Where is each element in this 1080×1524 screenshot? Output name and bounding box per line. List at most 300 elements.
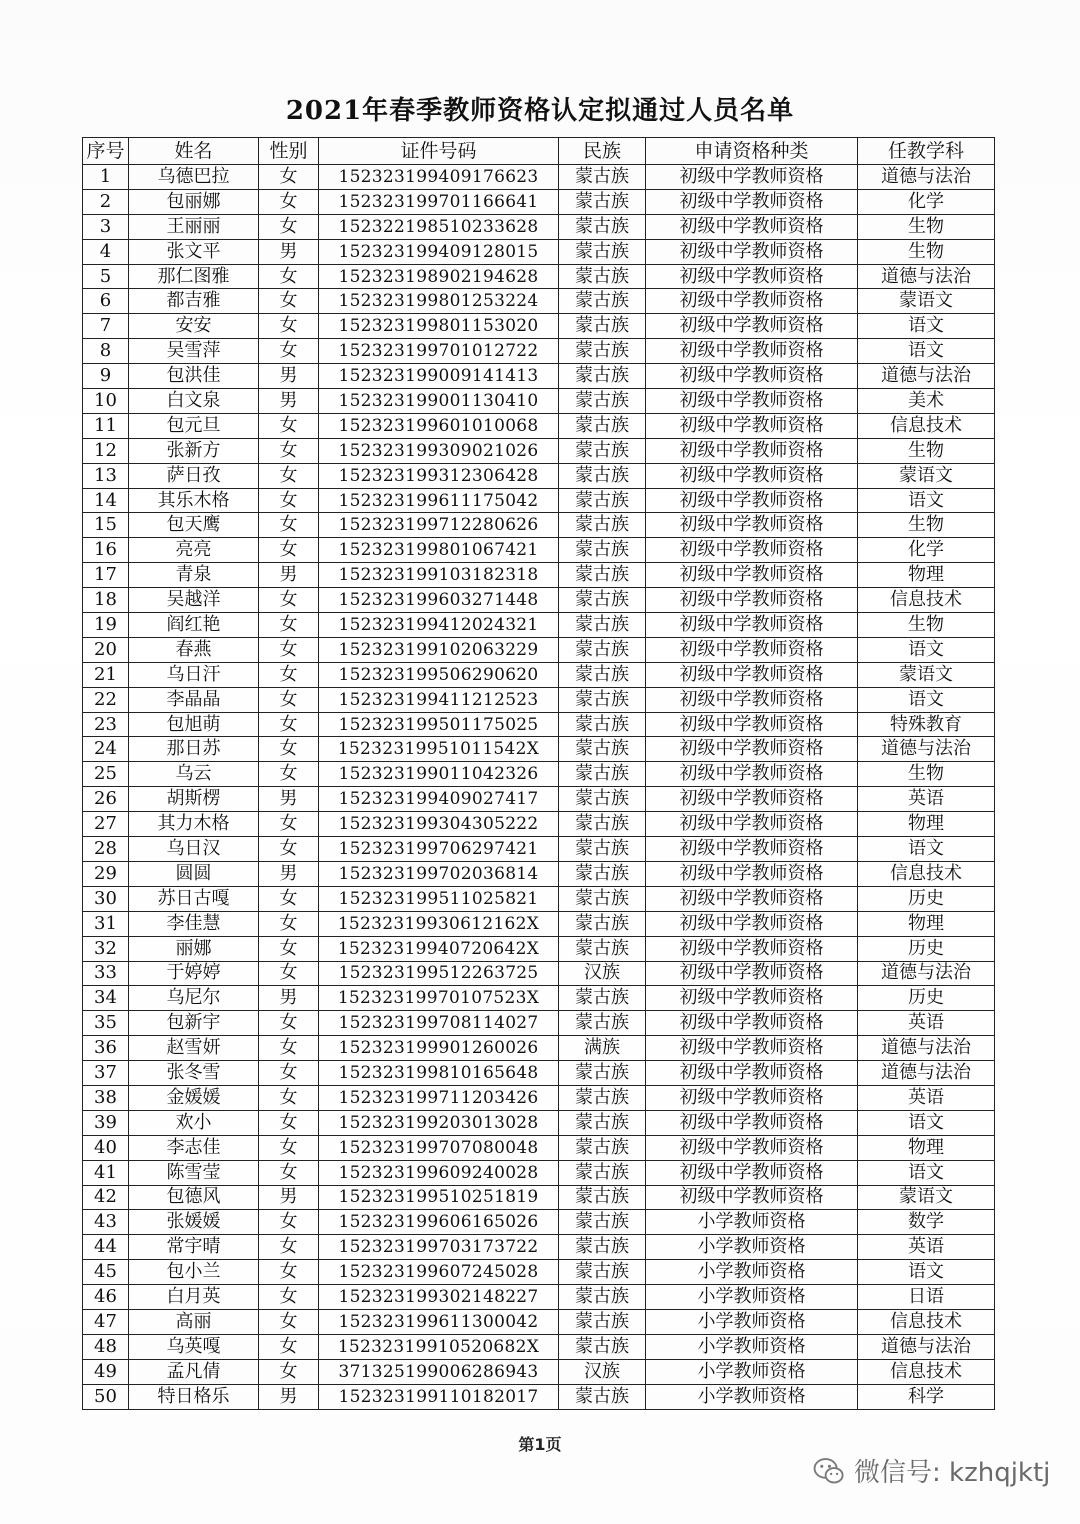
cell-serial: 17	[83, 563, 129, 588]
cell-name: 苏日古嘎	[129, 886, 259, 911]
cell-qualification-type: 初级中学教师资格	[646, 737, 858, 762]
table-row	[83, 563, 995, 588]
cell-ethnicity: 蒙古族	[559, 637, 646, 662]
cell-qualification-type: 初级中学教师资格	[646, 986, 858, 1011]
cell-serial: 39	[83, 1110, 129, 1135]
cell-qualification-type: 初级中学教师资格	[646, 563, 858, 588]
cell-gender: 女	[259, 1011, 319, 1036]
cell-qualification-type: 初级中学教师资格	[646, 961, 858, 986]
cell-gender: 男	[259, 861, 319, 886]
cell-gender: 女	[259, 1309, 319, 1334]
cell-name: 高丽	[129, 1309, 259, 1334]
cell-qualification-type: 初级中学教师资格	[646, 787, 858, 812]
cell-id-number: 152323199203013028	[319, 1110, 559, 1135]
cell-serial: 5	[83, 264, 129, 289]
cell-qualification-type: 初级中学教师资格	[646, 438, 858, 463]
cell-subject: 道德与法治	[858, 961, 995, 986]
cell-serial: 3	[83, 214, 129, 239]
cell-subject: 历史	[858, 936, 995, 961]
cell-ethnicity: 蒙古族	[559, 1260, 646, 1285]
cell-ethnicity: 蒙古族	[559, 712, 646, 737]
table-row	[83, 1185, 995, 1210]
cell-ethnicity: 蒙古族	[559, 812, 646, 837]
cell-subject: 道德与法治	[858, 364, 995, 389]
cell-gender: 男	[259, 563, 319, 588]
cell-subject: 美术	[858, 389, 995, 414]
cell-serial: 42	[83, 1185, 129, 1210]
cell-name: 乌日汉	[129, 837, 259, 862]
cell-qualification-type: 初级中学教师资格	[646, 413, 858, 438]
cell-ethnicity: 蒙古族	[559, 687, 646, 712]
table-row	[83, 364, 995, 389]
document-title: 2021年春季教师资格认定拟通过人员名单	[285, 96, 795, 126]
cell-ethnicity: 蒙古族	[559, 239, 646, 264]
table-row	[83, 737, 995, 762]
table-row	[83, 463, 995, 488]
cell-name: 赵雪妍	[129, 1036, 259, 1061]
cell-subject: 语文	[858, 314, 995, 339]
table-row	[83, 1160, 995, 1185]
cell-name: 吴越洋	[129, 588, 259, 613]
cell-ethnicity: 蒙古族	[559, 538, 646, 563]
cell-serial: 29	[83, 861, 129, 886]
cell-id-number: 152323199611175042	[319, 488, 559, 513]
cell-qualification-type: 初级中学教师资格	[646, 886, 858, 911]
cell-id-number: 152323199506290620	[319, 662, 559, 687]
cell-serial: 18	[83, 588, 129, 613]
cell-id-number: 152323199701166641	[319, 189, 559, 214]
cell-ethnicity: 蒙古族	[559, 936, 646, 961]
cell-gender: 女	[259, 588, 319, 613]
cell-name: 包小兰	[129, 1260, 259, 1285]
cell-serial: 36	[83, 1036, 129, 1061]
cell-serial: 15	[83, 513, 129, 538]
cell-qualification-type: 初级中学教师资格	[646, 389, 858, 414]
table-row	[83, 662, 995, 687]
cell-ethnicity: 蒙古族	[559, 911, 646, 936]
header-subject: 任教学科	[858, 138, 995, 165]
cell-serial: 47	[83, 1309, 129, 1334]
cell-subject: 英语	[858, 1235, 995, 1260]
cell-qualification-type: 初级中学教师资格	[646, 1185, 858, 1210]
cell-name: 包洪佳	[129, 364, 259, 389]
cell-name: 陈雪莹	[129, 1160, 259, 1185]
cell-serial: 43	[83, 1210, 129, 1235]
cell-subject: 道德与法治	[858, 165, 995, 190]
table-row	[83, 637, 995, 662]
cell-gender: 女	[259, 662, 319, 687]
cell-ethnicity: 蒙古族	[559, 438, 646, 463]
cell-gender: 女	[259, 961, 319, 986]
cell-id-number: 152323199512263725	[319, 961, 559, 986]
cell-id-number: 152323199810165648	[319, 1061, 559, 1086]
cell-subject: 语文	[858, 1260, 995, 1285]
cell-qualification-type: 初级中学教师资格	[646, 165, 858, 190]
cell-subject: 语文	[858, 488, 995, 513]
cell-qualification-type: 初级中学教师资格	[646, 588, 858, 613]
cell-subject: 语文	[858, 837, 995, 862]
cell-serial: 19	[83, 613, 129, 638]
cell-subject: 信息技术	[858, 1309, 995, 1334]
table-row	[83, 438, 995, 463]
cell-subject: 语文	[858, 339, 995, 364]
cell-gender: 女	[259, 737, 319, 762]
cell-id-number: 152323199409128015	[319, 239, 559, 264]
cell-id-number: 152323199009141413	[319, 364, 559, 389]
cell-name: 特日格乐	[129, 1384, 259, 1409]
cell-name: 那日苏	[129, 737, 259, 762]
cell-gender: 女	[259, 264, 319, 289]
cell-gender: 女	[259, 538, 319, 563]
cell-ethnicity: 蒙古族	[559, 662, 646, 687]
cell-subject: 物理	[858, 1135, 995, 1160]
table-header-row	[83, 138, 995, 165]
table-row	[83, 886, 995, 911]
cell-ethnicity: 蒙古族	[559, 314, 646, 339]
cell-serial: 6	[83, 289, 129, 314]
cell-gender: 女	[259, 936, 319, 961]
cell-subject: 语文	[858, 1160, 995, 1185]
cell-ethnicity: 蒙古族	[559, 463, 646, 488]
cell-name: 李佳慧	[129, 911, 259, 936]
cell-gender: 女	[259, 1359, 319, 1384]
cell-qualification-type: 小学教师资格	[646, 1384, 858, 1409]
cell-id-number: 152323199409027417	[319, 787, 559, 812]
table-row	[83, 787, 995, 812]
cell-gender: 女	[259, 1135, 319, 1160]
cell-serial: 4	[83, 239, 129, 264]
cell-serial: 7	[83, 314, 129, 339]
cell-qualification-type: 初级中学教师资格	[646, 1011, 858, 1036]
cell-name: 金媛媛	[129, 1085, 259, 1110]
table-row	[83, 936, 995, 961]
cell-subject: 语文	[858, 1110, 995, 1135]
cell-id-number: 152323199712280626	[319, 513, 559, 538]
cell-id-number: 152323199103182318	[319, 563, 559, 588]
cell-ethnicity: 汉族	[559, 1359, 646, 1384]
table-row	[83, 812, 995, 837]
cell-ethnicity: 蒙古族	[559, 1085, 646, 1110]
table-row	[83, 538, 995, 563]
cell-subject: 英语	[858, 787, 995, 812]
cell-id-number: 152323199607245028	[319, 1260, 559, 1285]
cell-serial: 46	[83, 1285, 129, 1310]
cell-gender: 男	[259, 389, 319, 414]
cell-qualification-type: 初级中学教师资格	[646, 1135, 858, 1160]
cell-name: 都吉雅	[129, 289, 259, 314]
cell-gender: 女	[259, 1036, 319, 1061]
cell-id-number: 152323199801067421	[319, 538, 559, 563]
cell-gender: 女	[259, 488, 319, 513]
cell-id-number: 152323199302148227	[319, 1285, 559, 1310]
cell-name: 那仁图雅	[129, 264, 259, 289]
cell-subject: 物理	[858, 563, 995, 588]
cell-subject: 特殊教育	[858, 712, 995, 737]
cell-ethnicity: 蒙古族	[559, 165, 646, 190]
cell-qualification-type: 初级中学教师资格	[646, 289, 858, 314]
cell-ethnicity: 蒙古族	[559, 563, 646, 588]
cell-gender: 女	[259, 1285, 319, 1310]
cell-id-number: 152323198902194628	[319, 264, 559, 289]
cell-gender: 女	[259, 911, 319, 936]
cell-serial: 8	[83, 339, 129, 364]
table-row	[83, 1210, 995, 1235]
table-row	[83, 413, 995, 438]
cell-name: 青泉	[129, 563, 259, 588]
cell-ethnicity: 蒙古族	[559, 189, 646, 214]
cell-subject: 科学	[858, 1384, 995, 1409]
cell-serial: 27	[83, 812, 129, 837]
cell-id-number: 152323199609240028	[319, 1160, 559, 1185]
cell-subject: 化学	[858, 538, 995, 563]
cell-serial: 23	[83, 712, 129, 737]
cell-id-number: 152323199102063229	[319, 637, 559, 662]
cell-id-number: 152323199001130410	[319, 389, 559, 414]
cell-name: 李志佳	[129, 1135, 259, 1160]
cell-gender: 女	[259, 712, 319, 737]
cell-id-number: 152323199409176623	[319, 165, 559, 190]
cell-serial: 1	[83, 165, 129, 190]
table-row	[83, 264, 995, 289]
cell-id-number: 15232319930612162X	[319, 911, 559, 936]
cell-qualification-type: 初级中学教师资格	[646, 463, 858, 488]
cell-subject: 日语	[858, 1285, 995, 1310]
cell-id-number: 152323199511025821	[319, 886, 559, 911]
cell-subject: 道德与法治	[858, 1061, 995, 1086]
cell-name: 乌德巴拉	[129, 165, 259, 190]
cell-serial: 14	[83, 488, 129, 513]
cell-serial: 48	[83, 1334, 129, 1359]
cell-id-number: 152323199801253224	[319, 289, 559, 314]
cell-name: 乌云	[129, 762, 259, 787]
cell-qualification-type: 初级中学教师资格	[646, 812, 858, 837]
cell-subject: 道德与法治	[858, 1334, 995, 1359]
cell-id-number: 152323199110182017	[319, 1384, 559, 1409]
cell-name: 安安	[129, 314, 259, 339]
table-row	[83, 861, 995, 886]
cell-qualification-type: 初级中学教师资格	[646, 314, 858, 339]
header-ethnicity: 民族	[559, 138, 646, 165]
cell-gender: 女	[259, 886, 319, 911]
header-gender: 性别	[259, 138, 319, 165]
cell-ethnicity: 蒙古族	[559, 1285, 646, 1310]
table-row	[83, 687, 995, 712]
cell-serial: 26	[83, 787, 129, 812]
roster-table	[82, 137, 995, 1410]
table-row	[83, 1135, 995, 1160]
cell-gender: 男	[259, 986, 319, 1011]
cell-gender: 女	[259, 812, 319, 837]
cell-serial: 25	[83, 762, 129, 787]
cell-ethnicity: 蒙古族	[559, 837, 646, 862]
cell-gender: 女	[259, 1085, 319, 1110]
cell-gender: 女	[259, 762, 319, 787]
table-row	[83, 513, 995, 538]
cell-subject: 信息技术	[858, 861, 995, 886]
cell-subject: 数学	[858, 1210, 995, 1235]
cell-subject: 道德与法治	[858, 1036, 995, 1061]
watermark	[812, 1452, 1050, 1489]
cell-ethnicity: 蒙古族	[559, 339, 646, 364]
cell-id-number: 15232319940720642X	[319, 936, 559, 961]
table-row	[83, 1036, 995, 1061]
cell-qualification-type: 小学教师资格	[646, 1309, 858, 1334]
cell-name: 胡斯楞	[129, 787, 259, 812]
cell-serial: 34	[83, 986, 129, 1011]
cell-ethnicity: 蒙古族	[559, 214, 646, 239]
cell-id-number: 152323199801153020	[319, 314, 559, 339]
cell-subject: 历史	[858, 986, 995, 1011]
table-row	[83, 1359, 995, 1384]
cell-qualification-type: 初级中学教师资格	[646, 364, 858, 389]
header-name: 姓名	[129, 138, 259, 165]
cell-id-number: 152323199706297421	[319, 837, 559, 862]
cell-subject: 信息技术	[858, 1359, 995, 1384]
cell-gender: 女	[259, 165, 319, 190]
cell-serial: 10	[83, 389, 129, 414]
cell-subject: 信息技术	[858, 588, 995, 613]
cell-serial: 12	[83, 438, 129, 463]
cell-name: 乌尼尔	[129, 986, 259, 1011]
table-row	[83, 1235, 995, 1260]
cell-gender: 女	[259, 463, 319, 488]
cell-subject: 道德与法治	[858, 737, 995, 762]
table-row	[83, 1309, 995, 1334]
cell-serial: 20	[83, 637, 129, 662]
cell-gender: 女	[259, 1260, 319, 1285]
cell-name: 包德风	[129, 1185, 259, 1210]
cell-qualification-type: 初级中学教师资格	[646, 513, 858, 538]
cell-qualification-type: 初级中学教师资格	[646, 339, 858, 364]
cell-serial: 11	[83, 413, 129, 438]
table-row	[83, 911, 995, 936]
cell-serial: 13	[83, 463, 129, 488]
cell-id-number: 152323199707080048	[319, 1135, 559, 1160]
table-row	[83, 961, 995, 986]
cell-ethnicity: 蒙古族	[559, 364, 646, 389]
cell-name: 其乐木格	[129, 488, 259, 513]
cell-qualification-type: 初级中学教师资格	[646, 1110, 858, 1135]
cell-gender: 女	[259, 314, 319, 339]
cell-qualification-type: 初级中学教师资格	[646, 762, 858, 787]
cell-name: 包新宇	[129, 1011, 259, 1036]
cell-serial: 38	[83, 1085, 129, 1110]
cell-id-number: 152323199309021026	[319, 438, 559, 463]
cell-qualification-type: 初级中学教师资格	[646, 861, 858, 886]
cell-id-number: 15232319970107523X	[319, 986, 559, 1011]
cell-name: 包元旦	[129, 413, 259, 438]
cell-serial: 30	[83, 886, 129, 911]
cell-name: 王丽丽	[129, 214, 259, 239]
cell-gender: 女	[259, 1235, 319, 1260]
cell-ethnicity: 蒙古族	[559, 389, 646, 414]
cell-ethnicity: 蒙古族	[559, 1334, 646, 1359]
cell-subject: 生物	[858, 762, 995, 787]
cell-ethnicity: 蒙古族	[559, 1110, 646, 1135]
cell-gender: 女	[259, 1061, 319, 1086]
cell-ethnicity: 蒙古族	[559, 986, 646, 1011]
table-row	[83, 189, 995, 214]
cell-id-number: 152323199601010068	[319, 413, 559, 438]
cell-ethnicity: 蒙古族	[559, 861, 646, 886]
cell-serial: 32	[83, 936, 129, 961]
wechat-logo-icon	[812, 1454, 846, 1488]
cell-gender: 男	[259, 787, 319, 812]
cell-gender: 女	[259, 613, 319, 638]
cell-id-number: 152322198510233628	[319, 214, 559, 239]
cell-serial: 49	[83, 1359, 129, 1384]
cell-ethnicity: 蒙古族	[559, 1160, 646, 1185]
cell-subject: 物理	[858, 812, 995, 837]
cell-ethnicity: 蒙古族	[559, 1135, 646, 1160]
cell-qualification-type: 初级中学教师资格	[646, 637, 858, 662]
cell-gender: 男	[259, 1384, 319, 1409]
cell-serial: 31	[83, 911, 129, 936]
cell-id-number: 152323199708114027	[319, 1011, 559, 1036]
cell-id-number: 15232319910520682X	[319, 1334, 559, 1359]
cell-qualification-type: 初级中学教师资格	[646, 712, 858, 737]
table-row	[83, 239, 995, 264]
cell-subject: 生物	[858, 438, 995, 463]
cell-subject: 历史	[858, 886, 995, 911]
page-number: 第1页	[518, 1435, 562, 1454]
cell-subject: 英语	[858, 1011, 995, 1036]
cell-id-number: 152323199411212523	[319, 687, 559, 712]
cell-serial: 22	[83, 687, 129, 712]
cell-id-number: 152323199703173722	[319, 1235, 559, 1260]
cell-gender: 女	[259, 413, 319, 438]
cell-ethnicity: 蒙古族	[559, 762, 646, 787]
cell-id-number: 152323199510251819	[319, 1185, 559, 1210]
cell-name: 包天鹰	[129, 513, 259, 538]
cell-name: 白文泉	[129, 389, 259, 414]
cell-subject: 英语	[858, 1085, 995, 1110]
cell-serial: 45	[83, 1260, 129, 1285]
cell-name: 乌日汗	[129, 662, 259, 687]
cell-ethnicity: 蒙古族	[559, 289, 646, 314]
cell-id-number: 152323199501175025	[319, 712, 559, 737]
cell-id-number: 15232319951011542X	[319, 737, 559, 762]
cell-subject: 蒙语文	[858, 463, 995, 488]
table-row	[83, 165, 995, 190]
cell-subject: 信息技术	[858, 413, 995, 438]
cell-serial: 2	[83, 189, 129, 214]
cell-serial: 44	[83, 1235, 129, 1260]
header-qualification-type: 申请资格种类	[646, 138, 858, 165]
cell-gender: 男	[259, 364, 319, 389]
cell-qualification-type: 初级中学教师资格	[646, 488, 858, 513]
watermark-text: 微信号: kzhqjktj	[854, 1458, 1051, 1488]
table-row	[83, 1384, 995, 1409]
cell-id-number: 152323199702036814	[319, 861, 559, 886]
cell-qualification-type: 初级中学教师资格	[646, 1036, 858, 1061]
cell-qualification-type: 小学教师资格	[646, 1260, 858, 1285]
cell-name: 包旭萌	[129, 712, 259, 737]
cell-qualification-type: 初级中学教师资格	[646, 687, 858, 712]
table-row	[83, 1260, 995, 1285]
cell-ethnicity: 蒙古族	[559, 1210, 646, 1235]
cell-subject: 生物	[858, 513, 995, 538]
cell-gender: 男	[259, 239, 319, 264]
cell-name: 乌英嘎	[129, 1334, 259, 1359]
cell-subject: 语文	[858, 637, 995, 662]
cell-name: 亮亮	[129, 538, 259, 563]
cell-qualification-type: 初级中学教师资格	[646, 264, 858, 289]
table-row	[83, 1285, 995, 1310]
cell-ethnicity: 蒙古族	[559, 1309, 646, 1334]
cell-id-number: 152323199011042326	[319, 762, 559, 787]
cell-qualification-type: 小学教师资格	[646, 1210, 858, 1235]
